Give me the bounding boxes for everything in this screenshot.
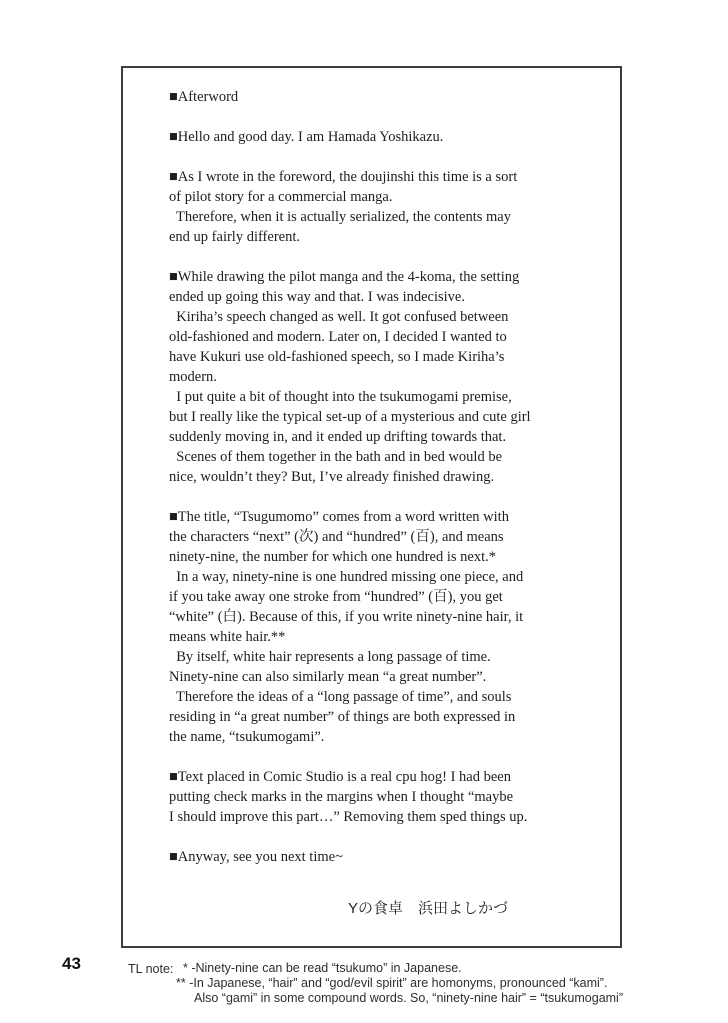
afterword-box [121,66,622,948]
paragraph-block [169,507,598,747]
text-line: but I really like the typical set-up of a mysterious and cute girl [169,409,531,425]
text-line: Ninety-nine can also similarly mean “a great number”. [169,669,487,685]
text-line: have Kukuri use old-fashioned speech, so I made Kiriha’s [169,349,505,365]
text-line: the characters “next” (次) and “hundred” (百), and means [169,529,504,545]
text-line: ■While drawing the pilot manga and the 4-koma, the setting [169,269,520,285]
tl-note-label: TL note: [128,962,174,976]
text-line: I should improve this part…” Removing them sped things up. [169,809,528,825]
paragraph-block [169,87,598,107]
paragraph-block [169,127,598,147]
text-line: I put quite a bit of thought into the tsukumogami premise, [169,389,512,405]
text-line: means white hair.** [169,629,286,645]
text-line: ■Text placed in Comic Studio is a real cpu hog! I had been [169,769,511,785]
text-line: ■As I wrote in the foreword, the doujinshi this time is a sort [169,169,518,185]
tl-note-line: * -Ninety-nine can be read “tsukumo” in Japanese. [183,961,462,975]
text-line: ■Anyway, see you next time~ [169,849,343,865]
tl-note-line: Also “gami” in some compound words. So, “ninety-nine hair” = “tsukumogami” [194,991,623,1005]
text-line: Kiriha’s speech changed as well. It got confused between [169,309,509,325]
text-line: ■Hello and good day. I am Hamada Yoshikazu. [169,129,444,145]
text-line: Scenes of them together in the bath and in bed would be [169,449,503,465]
text-line: of pilot story for a commercial manga. [169,189,393,205]
text-line: ■Afterword [169,89,239,105]
text-line: ■The title, “Tsugumomo” comes from a word written with [169,509,509,525]
text-line: ninety-nine, the number for which one hundred is next.* [169,549,496,565]
paragraph-block [169,847,598,867]
text-line: ended up going this way and that. I was indecisive. [169,289,465,305]
paragraph-block [169,167,598,247]
paragraph-block [169,267,598,487]
text-line: In a way, ninety-nine is one hundred missing one piece, and [169,569,524,585]
text-line: “white” (白). Because of this, if you write ninety-nine hair, it [169,609,524,625]
text-line: residing in “a great number” of things are both expressed in [169,709,516,725]
text-line: old-fashioned and modern. Later on, I decided I wanted to [169,329,507,345]
text-line: Therefore, when it is actually serialized, the contents may [169,209,511,225]
text-line: if you take away one stroke from “hundred” (百), you get [169,589,503,605]
page-number: 43 [62,954,81,973]
text-line: suddenly moving in, and it ended up drifting towards that. [169,429,507,445]
text-line: the name, “tsukumogami”. [169,729,325,745]
paragraph-block [169,767,598,827]
tl-note-line: ** -In Japanese, “hair” and “god/evil spirit” are homonyms, pronounced “kami”. [176,976,608,990]
text-line: Therefore the ideas of a “long passage of time”, and souls [169,689,512,705]
text-line: putting check marks in the margins when I thought “maybe [169,789,514,805]
afterword-text [169,87,598,867]
text-line: modern. [169,369,217,385]
text-line: nice, wouldn’t they? But, I’ve already finished drawing. [169,469,495,485]
signature: Yの食卓 浜田よしかづ [348,900,509,917]
text-line: By itself, white hair represents a long passage of time. [169,649,491,665]
text-line: end up fairly different. [169,229,300,245]
